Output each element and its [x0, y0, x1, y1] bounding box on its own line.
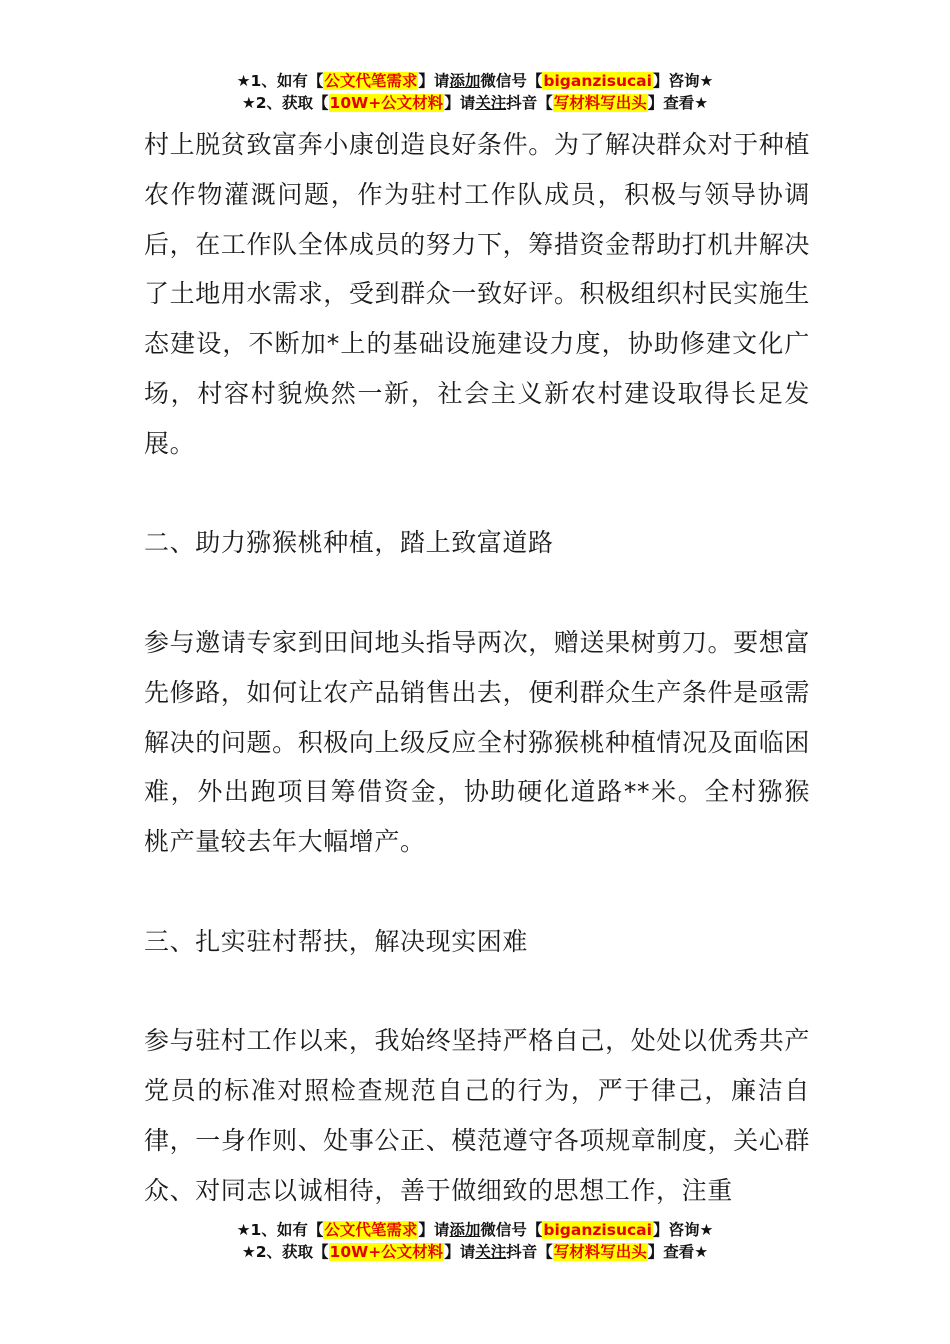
underlined-text: 添加: [449, 1221, 481, 1239]
underlined-text: 添加: [449, 72, 481, 90]
wechat-id-highlight: biganzisucai: [543, 1221, 652, 1239]
banner-line-2: [0, 92, 950, 114]
section-heading-3: 三、扎实驻村帮扶，解决现实困难: [144, 926, 529, 956]
paragraph-spacer: [144, 867, 810, 917]
banner-text: 微信号【: [480, 1221, 543, 1239]
banner-text: ★2、获取【: [241, 1243, 329, 1261]
highlight-text: 公文代笔需求: [324, 1221, 418, 1239]
banner-text: 】请: [444, 1243, 476, 1261]
banner-text: ★1、如有【: [236, 72, 324, 90]
highlight-text: 10W+公文材料: [329, 1243, 444, 1261]
section-heading-2: 二、助力猕猴桃种植，踏上致富道路: [144, 528, 554, 558]
paragraph-1: 村上脱贫致富奔小康创造良好条件。为了解决群众对于种植农作物灌溉问题，作为驻村工作队成员，积极与领导协调后，在工作队全体成员的努力下，筹措资金帮助打机井解决了土地用水需求，受到群众一致好评。积极组织村民实施生态建设，不断加*上的基础设施建设力度，协助修建文化广场，村容村貌焕然一新，社会主义新农村建设取得长足发展。: [144, 130, 810, 458]
banner-text: 微信号【: [480, 72, 543, 90]
banner-text: 】查看★: [647, 94, 709, 112]
banner-text: 】查看★: [647, 1243, 709, 1261]
banner-line-2: [0, 1241, 950, 1263]
document-body: [144, 120, 810, 1216]
footer-banner: [0, 1219, 950, 1263]
banner-text: 】咨询★: [652, 1221, 714, 1239]
highlight-text: 公文代笔需求: [324, 72, 418, 90]
paragraph-3: 参与驻村工作以来，我始终坚持严格自己，处处以优秀共产党员的标准对照检查规范自己的行为，严于律己，廉洁自律，一身作则、处事公正、模范遵守各项规章制度，关心群众、对同志以诚相待，善于做细致的思想工作，注重: [144, 1026, 810, 1205]
douyin-id-highlight: 写材料写出头: [553, 1243, 647, 1261]
underlined-text: 关注: [475, 94, 507, 112]
paragraph-spacer: [144, 967, 810, 1017]
banner-text: ★1、如有【: [236, 1221, 324, 1239]
banner-line-1: [0, 1219, 950, 1241]
banner-text: ★2、获取【: [241, 94, 329, 112]
header-banner: [0, 70, 950, 114]
wechat-id-highlight: biganzisucai: [543, 72, 652, 90]
paragraph-spacer: [144, 568, 810, 618]
banner-line-1: [0, 70, 950, 92]
banner-text: 抖音【: [506, 1243, 553, 1261]
underlined-text: 关注: [475, 1243, 507, 1261]
banner-text: 】请: [418, 1221, 450, 1239]
banner-text: 】咨询★: [652, 72, 714, 90]
paragraph-2: 参与邀请专家到田间地头指导两次，赠送果树剪刀。要想富先修路，如何让农产品销售出去，便利群众生产条件是亟需解决的问题。积极向上级反应全村猕猴桃种植情况及面临困难，外出跑项目筹借资金，协助硬化道路**米。全村猕猴桃产量较去年大幅增产。: [144, 627, 810, 857]
banner-text: 抖音【: [506, 94, 553, 112]
banner-text: 】请: [444, 94, 476, 112]
banner-text: 】请: [418, 72, 450, 90]
paragraph-spacer: [144, 469, 810, 519]
douyin-id-highlight: 写材料写出头: [553, 94, 647, 112]
highlight-text: 10W+公文材料: [329, 94, 444, 112]
